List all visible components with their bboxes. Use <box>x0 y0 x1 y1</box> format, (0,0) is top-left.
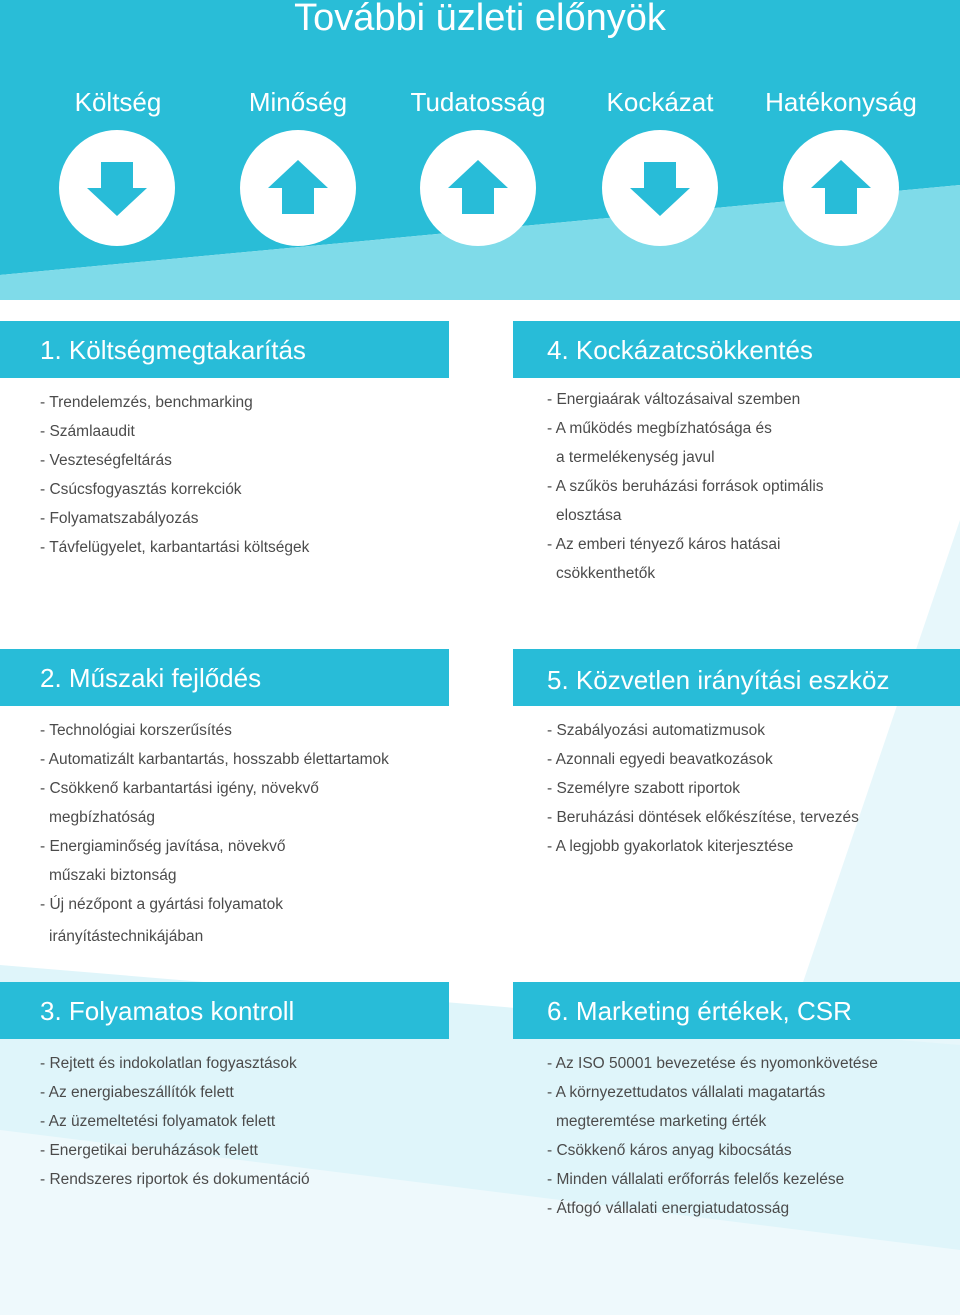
arrow-down-icon <box>602 130 718 246</box>
list-item: - Számlaaudit <box>40 423 135 440</box>
list-item: - A szűkös beruházási források optimális <box>547 478 824 495</box>
list-item: - Az emberi tényező káros hatásai <box>547 536 781 553</box>
card-header <box>0 649 449 706</box>
metric-label: Költség <box>74 87 162 117</box>
card-title: 4. Kockázatcsökkentés <box>547 335 813 365</box>
metric-label: Minőség <box>248 87 348 117</box>
list-item: megbízhatóság <box>49 809 155 826</box>
page-title: További üzleti előnyök <box>294 0 666 39</box>
card-title: 2. Műszaki fejlődés <box>40 663 262 693</box>
card-list <box>40 716 480 951</box>
metric-label: Hatékonyság <box>765 87 917 117</box>
metric-risk <box>570 84 750 120</box>
list-item: a termelékenység javul <box>556 449 715 466</box>
list-item: - Energiaminőség javítása, növekvő <box>40 838 286 855</box>
list-item: - Azonnali egyedi beavatkozások <box>547 751 773 768</box>
card-list <box>40 1049 480 1194</box>
list-item: megteremtése marketing érték <box>556 1113 767 1130</box>
card-header <box>513 321 960 378</box>
arrow-up-icon <box>240 130 356 246</box>
list-item: - Rendszeres riportok és dokumentáció <box>40 1171 310 1188</box>
list-item: - Trendelemzés, benchmarking <box>40 394 253 411</box>
list-item: - Energetikai beruházások felett <box>40 1142 258 1159</box>
list-item: - Az ISO 50001 bevezetése és nyomonkövetése <box>547 1055 878 1072</box>
list-item: - Szabályozási automatizmusok <box>547 722 765 739</box>
card-list <box>547 1049 960 1223</box>
list-item: - Csúcsfogyasztás korrekciók <box>40 481 242 498</box>
list-item: elosztása <box>556 507 622 524</box>
list-item: - A legjobb gyakorlatok kiterjesztése <box>547 838 794 855</box>
list-item: csökkenthetők <box>556 565 656 582</box>
card-title: 6. Marketing értékek, CSR <box>547 996 852 1026</box>
list-item: - A környezettudatos vállalati magatartás <box>547 1084 826 1101</box>
card-list <box>40 388 480 562</box>
arrow-up-icon <box>783 130 899 246</box>
list-item: - Automatizált karbantartás, hosszabb élettartamok <box>40 751 389 768</box>
card-list <box>547 716 960 861</box>
metric-awareness <box>388 84 568 120</box>
list-item: műszaki biztonság <box>49 867 177 884</box>
list-item: - Minden vállalati erőforrás felelős kezelése <box>547 1171 845 1188</box>
metric-label: Kockázat <box>606 87 714 117</box>
card-header <box>513 982 960 1039</box>
list-item: - Veszteségfeltárás <box>40 452 172 469</box>
list-item: - Az energiabeszállítók felett <box>40 1084 234 1101</box>
list-item: irányítástechnikájában <box>49 928 204 945</box>
list-item: - Folyamatszabályozás <box>40 510 199 527</box>
card-header <box>513 649 960 706</box>
list-item: - Átfogó vállalati energiatudatosság <box>547 1200 790 1217</box>
list-item: - Személyre szabott riportok <box>547 780 740 797</box>
card-list <box>547 385 960 588</box>
card-title: 5. Közvetlen irányítási eszköz <box>547 665 890 695</box>
metric-label: Tudatosság <box>410 87 546 117</box>
list-item: - Az üzemeltetési folyamatok felett <box>40 1113 276 1130</box>
list-item: - Távfelügyelet, karbantartási költségek <box>40 539 310 556</box>
card-header <box>0 321 449 378</box>
card-header <box>0 982 449 1039</box>
metric-quality <box>208 84 388 120</box>
metric-cost <box>28 84 208 120</box>
list-item: - Rejtett és indokolatlan fogyasztások <box>40 1055 297 1072</box>
arrow-down-icon <box>59 130 175 246</box>
arrow-up-icon <box>420 130 536 246</box>
list-item: - Beruházási döntések előkészítése, tervezés <box>547 809 859 826</box>
list-item: - Csökkenő káros anyag kibocsátás <box>547 1142 792 1159</box>
card-title: 3. Folyamatos kontroll <box>40 996 295 1026</box>
list-item: - Energiaárak változásaival szemben <box>547 391 801 408</box>
list-item: - Technológiai korszerűsítés <box>40 722 232 739</box>
card-title: 1. Költségmegtakarítás <box>40 335 306 365</box>
list-item: - Csökkenő karbantartási igény, növekvő <box>40 780 319 797</box>
metric-efficiency <box>751 84 931 120</box>
hero-banner <box>0 0 960 300</box>
list-item: - A működés megbízhatósága és <box>547 420 772 437</box>
list-item: - Új nézőpont a gyártási folyamatok <box>40 896 283 913</box>
